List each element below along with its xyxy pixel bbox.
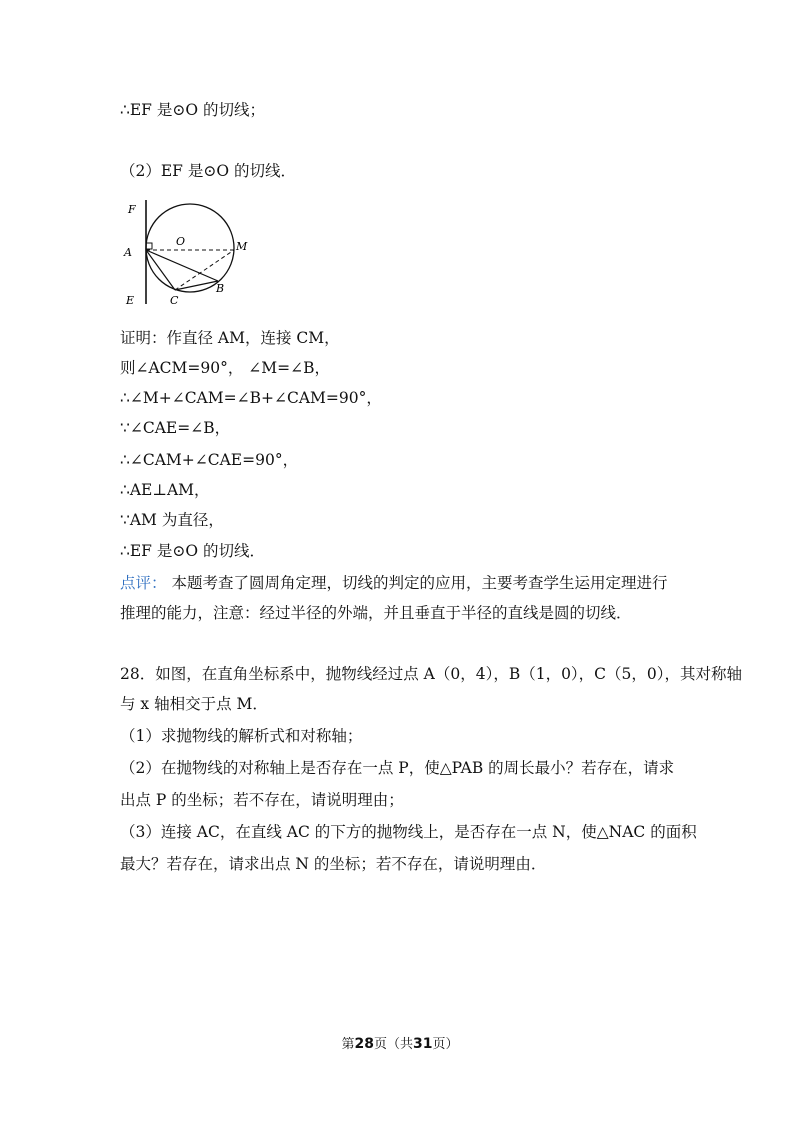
text-line: ∴∠M+∠CAM=∠B+∠CAM=90°， — [120, 389, 382, 407]
text-line: 证明：作直径 AM，连接 CM， — [120, 329, 340, 347]
right-angle-mark — [146, 243, 152, 249]
label-m: M — [236, 240, 248, 253]
problem-line: （3）连接 AC，在直线 AC 的下方的抛物线上，是否存在一点 N，使△NAC 的面积 — [120, 823, 697, 841]
text-line: ∵∠CAE=∠B， — [120, 419, 231, 437]
comment-line: 推理的能力，注意：经过半径的外端，并且垂直于半径的直线是圆的切线． — [120, 604, 632, 622]
problem-line: 28．如图，在直角坐标系中，抛物线经过点 A（0，4），B（1，0），C（5，0），其对称轴 — [120, 665, 743, 683]
text-line: ∴EF 是⊙O 的切线； — [120, 101, 265, 119]
text-line: ∵AM 为直径， — [120, 511, 224, 529]
text-line: 则∠ACM=90°， ∠M=∠B， — [120, 359, 331, 377]
text-line: ∴AE⊥AM， — [120, 481, 210, 499]
page-total: 31 — [413, 1036, 433, 1052]
text-line: ∴∠CAM+∠CAE=90°， — [120, 451, 299, 469]
text-line: ∴EF 是⊙O 的切线． — [120, 542, 265, 560]
circle-tangent-diagram — [118, 198, 248, 310]
footer-suffix: 页） — [432, 1037, 459, 1052]
label-f: F — [128, 203, 136, 216]
geometry-figure — [118, 198, 248, 310]
footer-prefix: 第 — [341, 1037, 355, 1052]
comment-label: 点评： — [120, 574, 167, 592]
problem-line: （1）求抛物线的解析式和对称轴； — [120, 727, 363, 745]
footer-mid: 页（共 — [373, 1037, 413, 1052]
label-a: A — [124, 246, 132, 259]
label-o: O — [176, 235, 186, 248]
label-b: B — [216, 282, 225, 295]
comment-line — [120, 572, 667, 594]
problem-line: 最大？若存在，请求出点 N 的坐标；若不存在，请说明理由． — [120, 855, 547, 873]
problem-line: （2）在抛物线的对称轴上是否存在一点 P，使△PAB 的周长最小？若存在，请求 — [120, 759, 675, 777]
page-number: 28 — [354, 1036, 374, 1052]
problem-line: 与 x 轴相交于点 M． — [120, 695, 268, 713]
text-line: （2）EF 是⊙O 的切线． — [120, 162, 296, 180]
label-e: E — [126, 294, 135, 307]
page-footer — [0, 1033, 800, 1052]
problem-line: 出点 P 的坐标；若不存在，请说明理由； — [120, 791, 404, 809]
comment-text: 本题考查了圆周角定理，切线的判定的应用，主要考查学生运用定理进行 — [171, 574, 668, 592]
circle-o — [146, 204, 234, 292]
label-c: C — [170, 294, 179, 307]
